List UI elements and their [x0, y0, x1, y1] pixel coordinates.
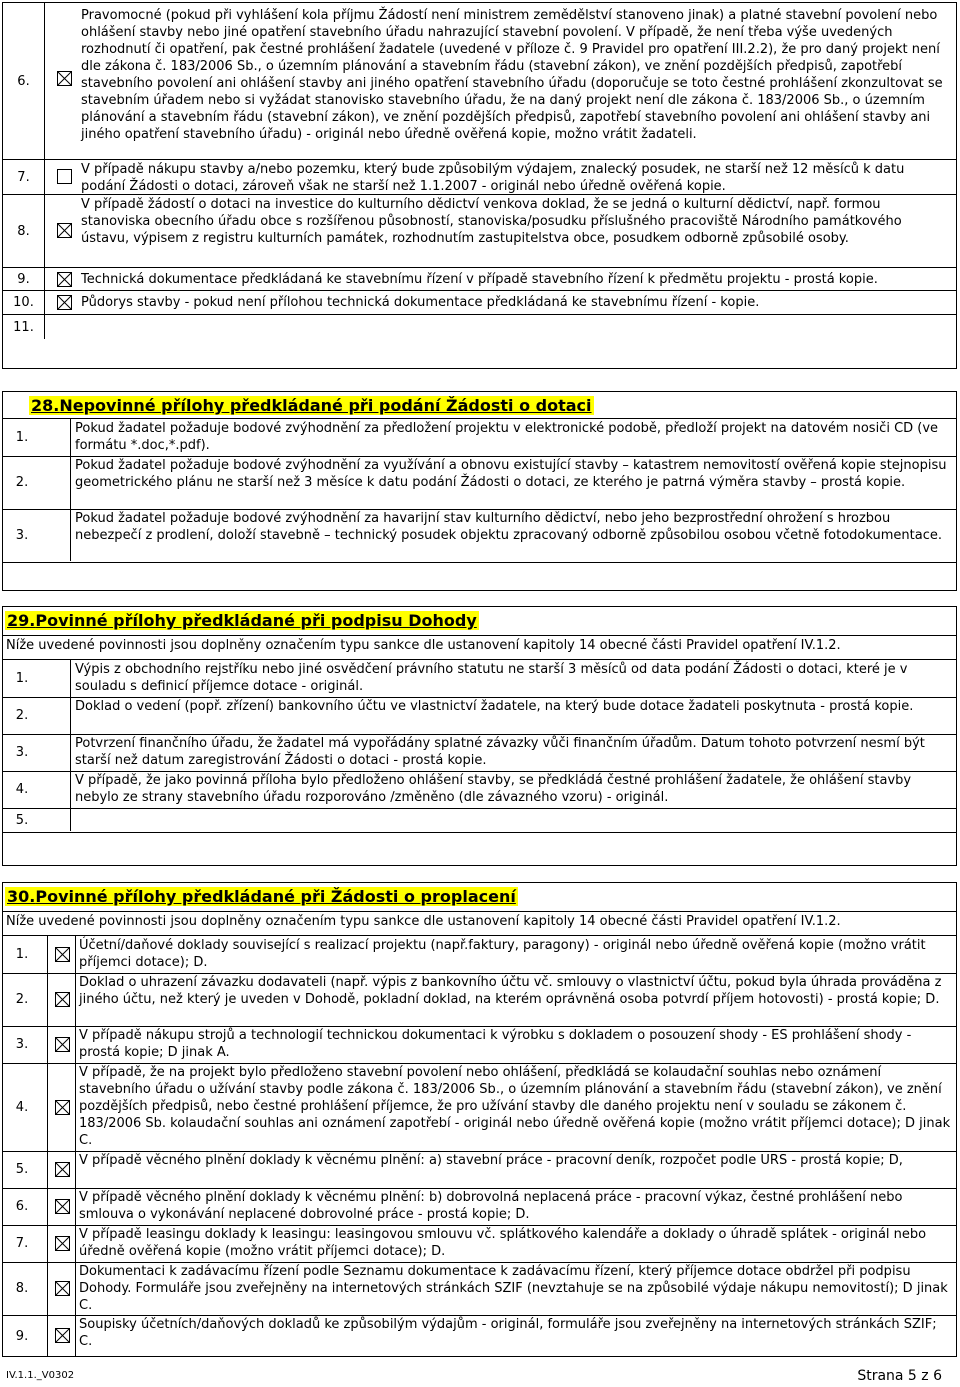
item-text: V případě věcného plnění doklady k věcnému plnění: a) stavební práce - pracovní deník, rozpočet podle URS - prostá kopie; D,: [79, 1153, 903, 1168]
section-number: 30.: [7, 887, 36, 906]
item-text: Dokumentaci k zadávacímu řízení podle Seznamu dokumentace k zadávacímu řízení, který příjemce dotace obdržel při podpisu Dohody. Formuláře jsou zveřejněny na internetových stránkách SZIF (nevztahuje se na způsobilé výdaje nákupu nemovitostí); D jinak C.: [79, 1264, 948, 1313]
item-number: 2.: [15, 992, 29, 1007]
item-text: V případě, že jako povinná příloha bylo předloženo ohlášení stavby, se předkládá čestné prohlášení žadatele, že ohlášení stavby nebylo ze strany stavebního úřadu rozporováno /změněno (dle závazného vzoru) - originál.: [75, 773, 912, 805]
list-item: [3, 456, 956, 510]
section-title: [29, 396, 594, 415]
item-number: 1.: [15, 947, 29, 962]
checkbox-checked[interactable]: [57, 295, 72, 310]
item-number: 7.: [15, 1236, 29, 1251]
list-item: [3, 1151, 956, 1189]
item-text: V případě, že na projekt bylo předloženo stavební povolení nebo ohlášení, předkládá se kolaudační souhlas nebo oznámení stavebního úřadu o užívání stavby podle zákona č. 183/2006 Sb., o územním plánování a stavebním řádu (stavební zákon), ve znění pozdějších předpisů, nebo čestné prohlášení příjemce, že pro užívání stavby dle daného projektu není v souladu se zákonem č. 183/2006 Sb. kolaudační souhlas ani oznámení zapotřebí - originál nebo úředně ověřená kopie (možno vrátit příjemci dotace); D jinak C.: [79, 1065, 951, 1148]
row-number: 11.: [3, 315, 45, 339]
checkbox-checked[interactable]: [57, 223, 72, 238]
section-header: [3, 607, 956, 633]
row-number: 8.: [3, 195, 45, 267]
list-item: [3, 419, 956, 457]
row-number: 9.: [3, 268, 45, 290]
attachment-text: Pravomocné (pokud při vyhlášení kola příjmu Žádostí není ministrem zemědělství stanoveno jinak) a platné stavební povolení nebo ohlášení stavby nebo jiné opatření stavebního úřadu nahrazující stavební povolení. V případě, že není třeba výše uvedených rozhodnutí či opatření, pak čestné prohlášení žadatele (uvedené v příloze č. 9 Pravidel pro opatření III.2.2), že pro daný projekt není dle zákona č. 183/2006 Sb., o územním plánování a stavebním řádu (stavební zákon), ve znění pozdějších předpisů, zapotřebí stavebního povolení ani ohlášení stavby ani jiného opatření stavebního úřadu (doporučuje se toto čestné prohlášení zkonzultovat se stavebním úřadem nebo si vyžádat stanovisko stavebního úřadu, že na daný projekt není dle zákona č. 183/2006 Sb., o územním plánování a stavebním řádu (stavební zákon), ve znění pozdějších předpisů, zapotřebí stavebního povolení ani ohlášení stavby ani jiného opatření stavebního úřadu) - originál nebo úředně ověřená kopie, možno vrátit žadateli.: [81, 8, 943, 142]
row-number: 7.: [3, 160, 45, 194]
checkbox-checked[interactable]: [55, 1199, 70, 1214]
list-item: [3, 697, 956, 735]
item-text: Pokud žadatel požaduje bodové zvýhodnění za havarijní stav kulturního dědictví, nebo jeho bezprostřední ohrožení s hrozbou nebezpečí z prodlení, doloží stavebně – technický posudek objektu zpracovaný odborně způsobilou osobou včetně fotodokumentace.: [75, 511, 942, 543]
section-title-text: Nepovinné přílohy předkládané při podání Žádosti o dotaci: [59, 396, 592, 415]
list-item: [3, 509, 956, 563]
list-item: [3, 1225, 956, 1263]
item-text: Soupisky účetních/daňových dokladů ke způsobilým výdajům - originál, formuláře jsou zveřejněny na internetových stránkách SZIF; C.: [79, 1317, 937, 1349]
section-header: [3, 392, 956, 418]
item-number: 3.: [15, 745, 29, 760]
item-text: Potvrzení finančního úřadu, že žadatel má vypořádány splatné závazky vůči finančním úřadům. Datum tohoto potvrzení nesmí být starší než datum zaregistrování Žádosti o dotaci - prostá kopie.: [75, 736, 925, 768]
list-item: [3, 1026, 956, 1064]
attachment-text: V případě žádostí o dotaci na investice do kulturního dědictví venkova doklad, že se jedná o kulturní dědictví, např. formou stanoviska obecního úřadu obce s rozšířenou působností, stanoviska/posudku příslušného pracoviště Národního památkového ústavu, výpisem z registru kulturních památek, rozhodnutím zastupitelstva obce, posudkem odborně způsobilé osoby.: [81, 197, 902, 246]
attachment-text: Půdorys stavby - pokud není přílohou technická dokumentace předkládaná ke stavebnímu řízení - kopie.: [81, 295, 760, 310]
item-text: Pokud žadatel požaduje bodové zvýhodnění za využívání a obnovu existující stavby – katastrem nemovitostí ověřená kopie stejnopisu geometrického plánu ne starší než 3 měsíce k datu podání Žádosti o dotaci, ze kterého je patrná výměra stavby – prostá kopie.: [75, 458, 947, 490]
attachment-row: [3, 195, 956, 268]
section-title: [5, 887, 518, 906]
list-item: [3, 660, 956, 698]
section-header: [3, 883, 956, 909]
section-28: [2, 391, 957, 591]
item-text: V případě věcného plnění doklady k věcnému plnění: b) dobrovolná neplacená práce - pracovní výkaz, čestné prohlášení nebo smlouva o vykonávání neplacené dobrovolné práce - prostá kopie; D.: [79, 1190, 903, 1222]
checkbox-checked[interactable]: [55, 947, 70, 962]
checkbox-checked[interactable]: [55, 1162, 70, 1177]
checkbox-checked[interactable]: [55, 1037, 70, 1052]
item-number: 6.: [15, 1199, 29, 1214]
list-item: [3, 1315, 956, 1357]
item-number: 8.: [15, 1281, 29, 1296]
item-number: 2.: [15, 708, 29, 723]
sanction-note: Níže uvedené povinnosti jsou doplněny označením typu sankce dle ustanovení kapitoly 14 obecné části Pravidel opatření IV.1.2.: [6, 638, 841, 653]
checkbox-checked[interactable]: [55, 1236, 70, 1251]
attachment-row: [3, 315, 956, 339]
item-number: 2.: [15, 475, 29, 490]
checkbox-checked[interactable]: [55, 1281, 70, 1296]
list-item: [3, 973, 956, 1027]
sanction-note: Níže uvedené povinnosti jsou doplněny označením typu sankce dle ustanovení kapitoly 14 obecné části Pravidel opatření IV.1.2.: [6, 914, 841, 929]
item-number: 4.: [15, 1099, 29, 1115]
document-code: IV.1.1._V0302: [6, 1370, 75, 1381]
item-text: Doklad o vedení (popř. zřízení) bankovního účtu ve vlastnictví žadatele, na který bude dotace žadateli poskytnuta - prostá kopie.: [75, 699, 914, 714]
item-number: 5.: [15, 812, 29, 828]
section-29: [2, 606, 957, 866]
checkbox-checked[interactable]: [57, 272, 72, 287]
list-item: [3, 808, 956, 833]
list-item: [3, 1188, 956, 1226]
row-number: 6.: [3, 3, 45, 159]
item-number: 5.: [15, 1162, 29, 1177]
list-item: [3, 734, 956, 772]
section-30: [2, 882, 957, 1357]
row-number: 10.: [3, 291, 45, 314]
item-number: 9.: [15, 1328, 29, 1344]
item-text: V případě nákupu strojů a technologií technickou dokumentaci k výrobku s dokladem o posouzení shody - ES prohlášení shody - prostá kopie; D jinak A.: [79, 1028, 912, 1060]
list-item: [3, 1262, 956, 1316]
list-item: [3, 771, 956, 809]
section-number: 29.: [7, 611, 36, 630]
list-item: [3, 1063, 956, 1152]
section-number: 28.: [31, 396, 60, 415]
attachment-text: V případě nákupu stavby a/nebo pozemku, který bude způsobilým výdajem, znalecký posudek, ne starší než 12 měsíců k datu podání Žádosti o dotaci, zároveň však ne starší než 1.1.2007 - originál nebo úředně ověřená kopie.: [81, 162, 905, 194]
item-text: V případě leasingu doklady k leasingu: leasingovou smlouvu vč. splátkového kalendáře a doklady o úhradě splátek - originál nebo úředně ověřená kopie (možno vrátit příjemci dotace); D.: [79, 1227, 927, 1259]
section-title: [5, 611, 479, 630]
item-text: Pokud žadatel požaduje bodové zvýhodnění za předložení projektu v elektronické podobě, předloží projekt na datovém nosiči CD (ve formátu *.doc,*.pdf).: [75, 421, 939, 453]
top-attachment-table: [2, 2, 957, 369]
section-title-text: Povinné přílohy předkládané při podpisu Dohody: [35, 611, 477, 630]
item-number: 1.: [15, 671, 29, 686]
item-text: Účetní/daňové doklady související s realizací projektu (např.faktury, paragony) - originál nebo úředně ověřená kopie (možno vrátit příjemci dotace); D.: [79, 938, 926, 970]
attachment-row: [3, 291, 956, 315]
item-number: 3.: [15, 1037, 29, 1052]
item-number: 4.: [15, 782, 29, 797]
checkbox-checked[interactable]: [55, 992, 70, 1007]
attachment-text: Technická dokumentace předkládaná ke stavebnímu řízení v případě stavebního řízení k předmětu projektu - prostá kopie.: [81, 272, 878, 287]
checkbox-unchecked[interactable]: [57, 169, 72, 184]
section-title-text: Povinné přílohy předkládané při Žádosti o proplacení: [35, 887, 516, 906]
item-text: Výpis z obchodního rejstříku nebo jiné osvědčení právního statutu ne starší 3 měsíců od data podání Žádosti o dotaci, které je v souladu s definicí příjemce dotace - originál.: [75, 662, 908, 694]
item-number: 1.: [15, 430, 29, 445]
item-text: Doklad o uhrazení závazku dodavateli (např. výpis z bankovního účtu vč. smlouvy o vlastnictví účtu, pokud byla úhrada prováděna z jiného účtu, než který je uveden v Dohodě, pokladní doklad, na kterém oprávněná osoba potvrdí příjem hotovosti) - prostá kopie; D.: [79, 975, 942, 1007]
list-item: [3, 936, 956, 974]
attachment-row: [3, 160, 956, 195]
attachment-row: [3, 268, 956, 291]
checkbox-checked[interactable]: [55, 1328, 70, 1343]
checkbox-checked[interactable]: [57, 71, 72, 86]
page-number: Strana 5 z 6: [857, 1368, 942, 1384]
checkbox-checked[interactable]: [55, 1100, 70, 1115]
item-number: 3.: [15, 528, 29, 543]
attachment-row: [3, 3, 956, 160]
